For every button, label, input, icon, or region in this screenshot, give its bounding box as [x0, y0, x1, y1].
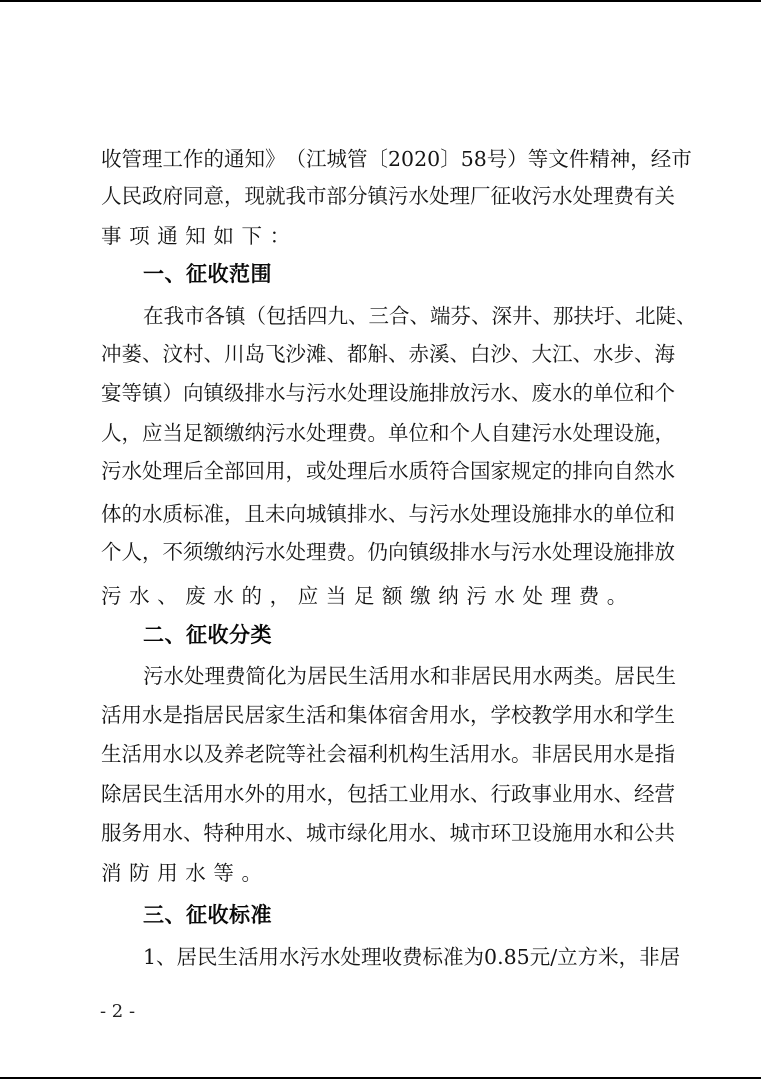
- section-1-line-7: 个 人 ， 不 须 缴 纳 污 水 处 理 费 。 仍 向 镇 级 排 水 与 污 水 处 理 设 施 排 放: [101, 540, 675, 564]
- section-heading-scope: 一、征收范围: [143, 262, 272, 286]
- section-1-line-5: 污 水 处 理 后 全 部 回 用 ， 或 处 理 后 水 质 符 合 国 家 规 定 的 排 向 自 然 水: [101, 459, 675, 483]
- section-heading-standard: 三、征收标准: [143, 903, 272, 927]
- section-3-line-1: 1 、 居 民 生 活 用 水 污 水 处 理 收 费 标 准 为 0 . 8 5 元 / 立 方 米 ， 非 居: [143, 945, 681, 969]
- section-2-line-2: 活 用 水 是 指 居 民 居 家 生 活 和 集 体 宿 舍 用 水 ， 学 校 教 学 用 水 和 学 生: [101, 703, 675, 727]
- section-2-line-3: 生 活 用 水 以 及 养 老 院 等 社 会 福 利 机 构 生 活 用 水 。 非 居 民 用 水 是 指: [101, 742, 675, 766]
- page-number: - 2 -: [100, 1001, 136, 1022]
- section-1-line-2: 冲 蒌 、 汶 村 、 川 岛 飞 沙 滩 、 都 斛 、 赤 溪 、 白 沙 、 大 江 、 水 步 、 海: [101, 342, 675, 366]
- section-1-line-8: 污水、废水的，应当足额缴纳污水处理费。: [101, 584, 635, 608]
- section-1-line-1: 在 我 市 各 镇 （ 包 括 四 九 、 三 合 、 端 芬 、 深 井 、 那 扶 圩 、 北 陡 、: [143, 304, 697, 328]
- intro-line-2: 人 民 政 府 同 意 ， 现 就 我 市 部 分 镇 污 水 处 理 厂 征 收 污 水 处 理 费 有 关: [101, 184, 675, 208]
- section-1-line-4: 人 ， 应 当 足 额 缴 纳 污 水 处 理 费 。 单 位 和 个 人 自 建 污 水 处 理 设 施 ，: [101, 421, 675, 445]
- section-2-line-5: 服 务 用 水 、 特 种 用 水 、 城 市 绿 化 用 水 、 城 市 环 卫 设 施 用 水 和 公 共: [101, 821, 675, 845]
- section-2-line-6: 消防用水等。: [101, 861, 270, 885]
- intro-line-1: 收 管 理 工 作 的 通 知 》 （ 江 城 管 〔 2 0 2 0 〕 5 8 号 ） 等 文 件 精 神 ， 经 市: [101, 147, 692, 171]
- intro-line-3: 事项通知如下：: [101, 224, 298, 248]
- section-heading-classification: 二、征收分类: [143, 623, 272, 647]
- section-1-line-3: 宴 等 镇 ） 向 镇 级 排 水 与 污 水 处 理 设 施 排 放 污 水 、 废 水 的 单 位 和 个: [101, 381, 675, 405]
- page-bottom-border: [0, 1077, 761, 1079]
- section-1-line-6: 体 的 水 质 标 准 ， 且 未 向 城 镇 排 水 、 与 污 水 处 理 设 施 排 水 的 单 位 和: [101, 502, 675, 526]
- section-2-line-4: 除 居 民 生 活 用 水 外 的 用 水 ， 包 括 工 业 用 水 、 行 政 事 业 用 水 、 经 营: [101, 782, 675, 806]
- section-2-line-1: 污 水 处 理 费 简 化 为 居 民 生 活 用 水 和 非 居 民 用 水 两 类 。 居 民 生: [143, 664, 676, 688]
